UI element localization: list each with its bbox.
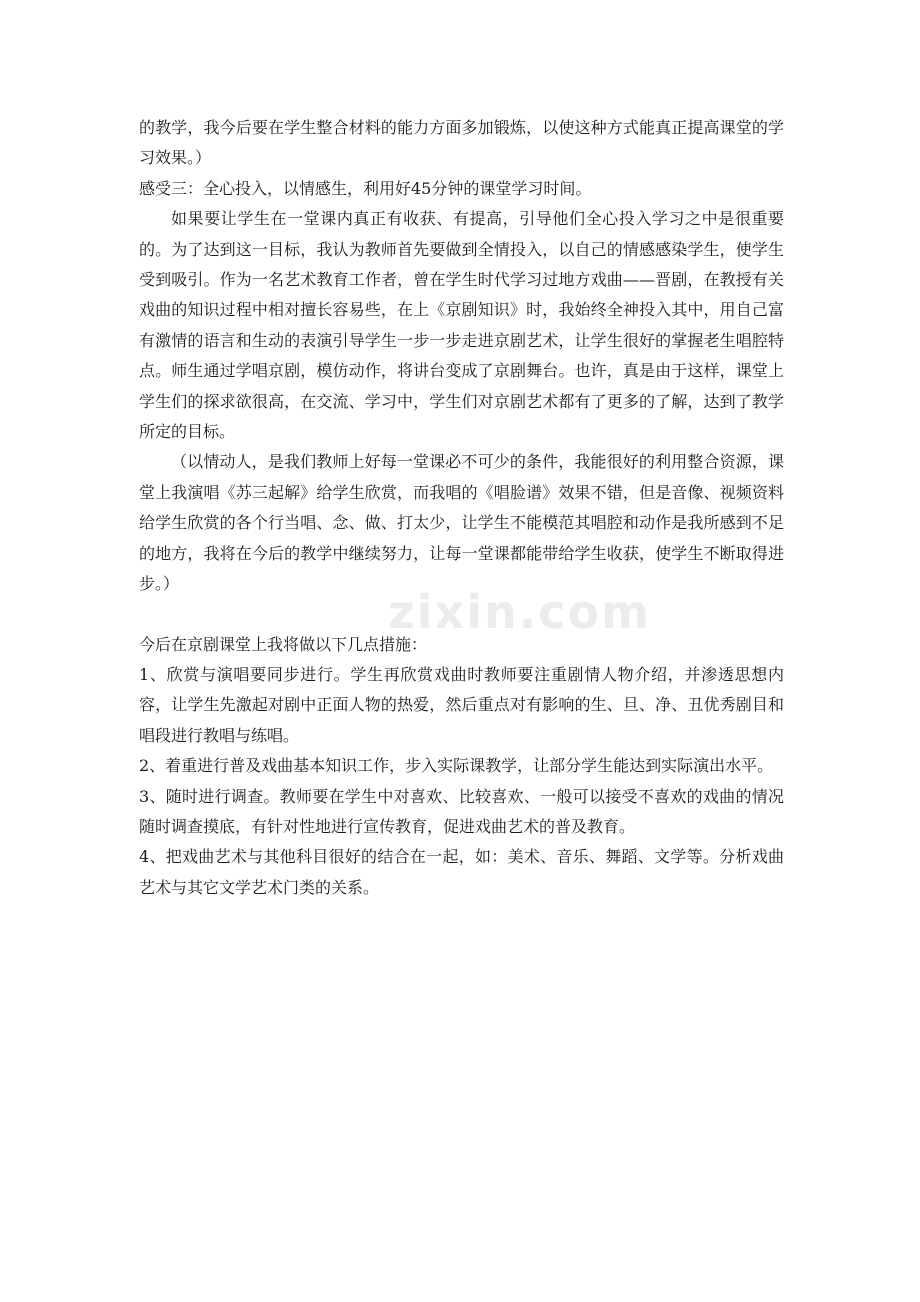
blank-line [139, 600, 784, 630]
paragraph-body-1: 如果要让学生在一堂课内真正有收获、有提高，引导他们全心投入学习之中是很重要的。为了达到这一目标，我认为教师首先要做到全情投入，以自己的情感感染学生，使学生受到吸引。作为一名艺术教育工作者，曾在学生时代学习过地方戏曲——晋剧，在教授有关戏曲的知识过程中相对擅长容易些，在上《京剧知识》时，我始终全神投入其中，用自己富有激情的语言和生动的表演引导学生一步一步走进京剧艺术，让学生很好的掌握老生唱腔特点。师生通过学唱京剧，模仿动作，将讲台变成了京剧舞台。也许，真是由于这样，课堂上学生们的探求欲很高，在交流、学习中，学生们对京剧艺术都有了更多的了解，达到了教学所定的目标。 [139, 209, 784, 442]
list-item-measure-1: 1、欣赏与演唱要同步进行。学生再欣赏戏曲时教师要注重剧情人物介绍，并渗透思想内容，让学生先激起对剧中正面人物的热爱，然后重点对有影响的生、旦、净、丑优秀剧目和唱段进行教唱与练唱。 [139, 664, 784, 745]
watermark: zixin.com [388, 585, 652, 639]
paragraph-body-2: （以情动人，是我们教师上好每一堂课必不可少的条件，我能很好的利用整合资源，课堂上我演唱《苏三起解》给学生欣赏，而我唱的《唱脸谱》效果不错，但是音像、视频资料给学生欣赏的各个行当唱、念、做、打太少，让学生不能模范其唱腔和动作是我所感到不足的地方，我将在今后的教学中继续努力，让每一堂课都能带给学生收获，使学生不断取得进步。） [139, 452, 784, 594]
paragraph-continuation: 的教学，我今后要在学生整合材料的能力方面多加锻炼，以使这种方式能真正提高课堂的学习效果。） [139, 118, 784, 168]
list-item-measure-3: 3、随时进行调查。教师要在学生中对喜欢、比较喜欢、一般可以接受不喜欢的戏曲的情况随时调查摸底，有针对性地进行宣传教育，促进戏曲艺术的普及教育。 [139, 786, 784, 836]
paragraph-heading-feeling-three: 感受三：全心投入，以情感生，利用好45分钟的课堂学习时间。 [139, 178, 592, 198]
list-item-measure-2: 2、着重进行普及戏曲基本知识工作，步入实际课教学，让部分学生能达到实际演出水平。 [139, 756, 774, 776]
document-body [139, 113, 784, 903]
list-item-measure-4: 4、把戏曲艺术与其他科目很好的结合在一起，如：美术、音乐、舞蹈、文学等。分析戏曲艺术与其它文学艺术门类的关系。 [139, 847, 784, 897]
paragraph-measures-intro: 今后在京剧课堂上我将做以下几点措施： [139, 634, 428, 654]
